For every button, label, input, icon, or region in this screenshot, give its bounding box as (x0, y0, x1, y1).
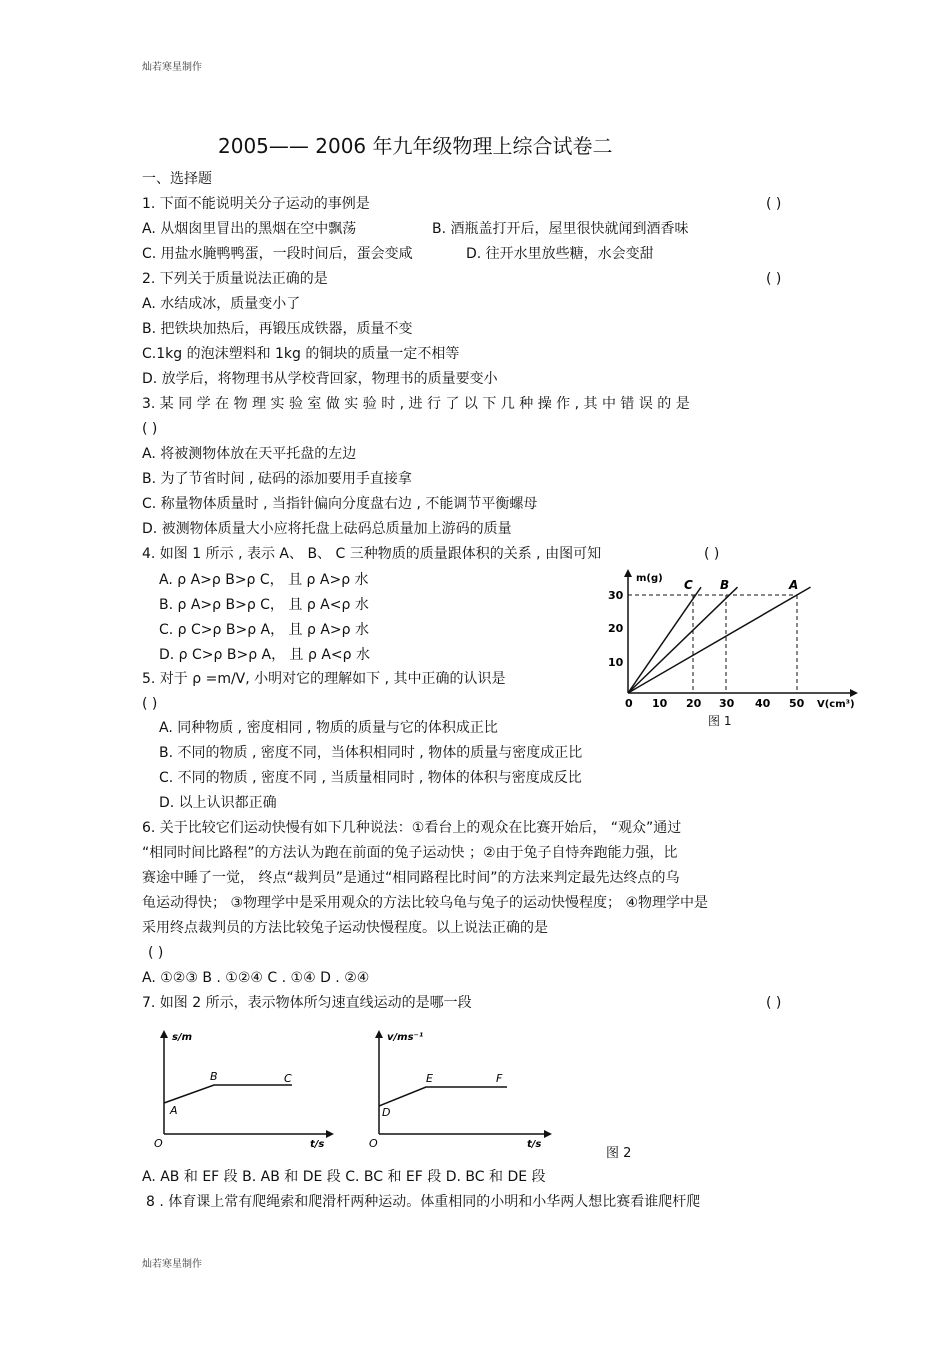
x-tick-50: 50 (789, 697, 805, 710)
q7-answer-bracket: ( ) (766, 995, 782, 1011)
line-b-label: B (720, 578, 730, 592)
q2-option-a: A. 水结成冰，质量变小了 (142, 296, 301, 312)
q4-option-b: B. ρ A>ρ B>ρ C， 且 ρ A<ρ 水 (159, 597, 369, 613)
x-tick-20: 20 (686, 697, 702, 710)
q3-option-a: A. 将被测物体放在天平托盘的左边 (142, 446, 357, 462)
s-t-y-axis-arrow (160, 1030, 168, 1038)
s-t-x-axis-arrow (326, 1130, 334, 1138)
y-tick-20: 20 (608, 622, 624, 635)
series-line-c (628, 587, 701, 693)
v-t-origin: O (369, 1137, 378, 1150)
q7-stem: 7. 如图 2 所示，表示物体所匀速直线运动的是哪一段 (142, 995, 472, 1011)
q5-option-d: D. 以上认识都正确 (159, 795, 277, 811)
q8-stem: 8 . 体育课上常有爬绳索和爬滑杆两种运动。体重相同的小明和小华两人想比赛看谁爬杆爬 (146, 1194, 701, 1210)
point-d-label: D (382, 1106, 391, 1119)
s-t-origin: O (154, 1137, 163, 1150)
series-line-a (628, 587, 811, 693)
x-axis-label: V(cm³) (817, 699, 855, 710)
point-e-label: E (426, 1072, 433, 1085)
q1-option-a: A. 从烟囱里冒出的黑烟在空中飘荡 (142, 221, 357, 237)
q3-stem: 3. 某 同 学 在 物 理 实 验 室 做 实 验 时 , 进 行 了 以 下 几 种 操 作 , 其 中 错 误 的 是 (142, 396, 690, 412)
origin-label: 0 (625, 697, 633, 710)
q6-line-3: 赛途中睡了一觉， 终点“裁判员”是通过“相同路程比时间”的方法来判定最先达终点的乌 (142, 870, 680, 886)
v-t-x-axis-arrow (544, 1130, 552, 1138)
q5-option-b: B. 不同的物质 , 密度不同，当体积相同时 , 物体的质量与密度成正比 (159, 745, 583, 761)
q2-option-c: C.1kg 的泡沫塑料和 1kg 的铜块的质量一定不相等 (142, 346, 460, 362)
y-axis-label: m(g) (636, 573, 663, 584)
v-t-x-label: t/s (527, 1139, 542, 1150)
x-tick-10: 10 (652, 697, 668, 710)
q2-option-b: B. 把铁块加热后，再锻压成铁器，质量不变 (142, 321, 413, 337)
y-tick-10: 10 (608, 656, 624, 669)
q7-options: A. AB 和 EF 段 B. AB 和 DE 段 C. BC 和 EF 段 D. BC 和 DE 段 (142, 1169, 546, 1185)
q2-stem: 2. 下列关于质量说法正确的是 (142, 271, 328, 287)
x-tick-30: 30 (719, 697, 735, 710)
q6-line-1: 6. 关于比较它们运动快慢有如下几种说法：①看台上的观众在比赛开始后， “观众”通过 (142, 820, 682, 836)
q5-option-c: C. 不同的物质 , 密度不同 , 当质量相同时 , 物体的体积与密度成反比 (159, 770, 582, 786)
q6-line-2: “相同时间比路程”的方法认为跑在前面的兔子运动快 ；②由于兔子自恃奔跑能力强，比 (142, 845, 678, 861)
figure-1-caption: 图 1 (708, 714, 732, 728)
q1-stem: 1. 下面不能说明关分子运动的事例是 (142, 196, 370, 212)
page-title: 2005—— 2006 年九年级物理上综合试卷二 (218, 134, 613, 158)
point-a-label: A (170, 1104, 178, 1117)
q4-option-d: D. ρ C>ρ B>ρ A， 且 ρ A<ρ 水 (159, 647, 370, 663)
x-tick-40: 40 (755, 697, 771, 710)
q2-answer-bracket: ( ) (766, 271, 782, 287)
point-f-label: F (496, 1072, 503, 1085)
q6-options: A. ①②③ B . ①②④ C . ①④ D . ②④ (142, 970, 370, 986)
line-c-label: C (684, 578, 693, 592)
q1-option-d: D. 往开水里放些糖，水会变甜 (466, 246, 654, 262)
series-line-b (628, 587, 738, 693)
s-t-y-label: s/m (172, 1032, 193, 1043)
q6-answer-paren: ( ) (148, 945, 164, 961)
q3-answer-paren: ( ) (142, 421, 158, 437)
y-tick-30: 30 (608, 589, 624, 602)
q1-option-b: B. 酒瓶盖打开后，屋里很快就闻到酒香味 (432, 221, 689, 237)
v-t-graph (369, 1030, 552, 1150)
s-t-graph (154, 1030, 334, 1150)
q1-option-c: C. 用盐水腌鸭鸭蛋，一段时间后，蛋会变咸 (142, 246, 413, 262)
q4-stem: 4. 如图 1 所示 , 表示 A、 B、 C 三种物质的质量跟体积的关系 , 由图可知 (142, 546, 602, 562)
q6-line-5: 采用终点裁判员的方法比较兔子运动快慢程度。以上说法正确的是 (142, 920, 548, 936)
figure-2-motion-graphs (150, 1022, 570, 1152)
q3-option-d: D. 被测物体质量大小应将托盘上砝码总质量加上游码的质量 (142, 521, 512, 537)
q4-answer-paren: ( ) (704, 546, 720, 562)
page-header: 灿若寒星制作 (142, 62, 202, 73)
y-axis-arrow (624, 569, 632, 577)
v-t-line (379, 1087, 507, 1106)
page-footer: 灿若寒星制作 (142, 1259, 202, 1270)
section-heading: 一、选择题 (142, 171, 212, 187)
point-b-label: B (210, 1070, 218, 1083)
q5-answer-paren: ( ) (142, 696, 158, 712)
q5-option-a: A. 同种物质 , 密度相同 , 物质的质量与它的体积成正比 (159, 720, 498, 736)
x-axis-arrow (850, 689, 858, 697)
q2-option-d: D. 放学后，将物理书从学校背回家，物理书的质量要变小 (142, 371, 498, 387)
point-c-label: C (284, 1072, 292, 1085)
q3-option-c: C. 称量物体质量时 , 当指针偏向分度盘右边 , 不能调节平衡螺母 (142, 496, 538, 512)
line-a-label: A (789, 578, 799, 592)
q4-option-a: A. ρ A>ρ B>ρ C， 且 ρ A>ρ 水 (159, 572, 369, 588)
q1-answer-bracket: ( ) (766, 196, 782, 212)
q5-stem: 5. 对于 ρ =m/V, 小明对它的理解如下 , 其中正确的认识是 (142, 671, 506, 687)
q4-option-c: C. ρ C>ρ B>ρ A， 且 ρ A>ρ 水 (159, 622, 369, 638)
q3-option-b: B. 为了节省时间 , 砝码的添加要用手直接拿 (142, 471, 412, 487)
figure-1-mass-volume-chart (600, 565, 862, 735)
s-t-line (164, 1085, 292, 1103)
figure-2-caption: 图 2 (606, 1146, 632, 1161)
v-t-y-label: v/ms⁻¹ (387, 1032, 424, 1043)
v-t-y-axis-arrow (375, 1030, 383, 1038)
q6-line-4: 龟运动得快； ③物理学中是采用观众的方法比较乌龟与兔子的运动快慢程度； ④物理学中是 (142, 895, 708, 911)
s-t-x-label: t/s (310, 1139, 325, 1150)
